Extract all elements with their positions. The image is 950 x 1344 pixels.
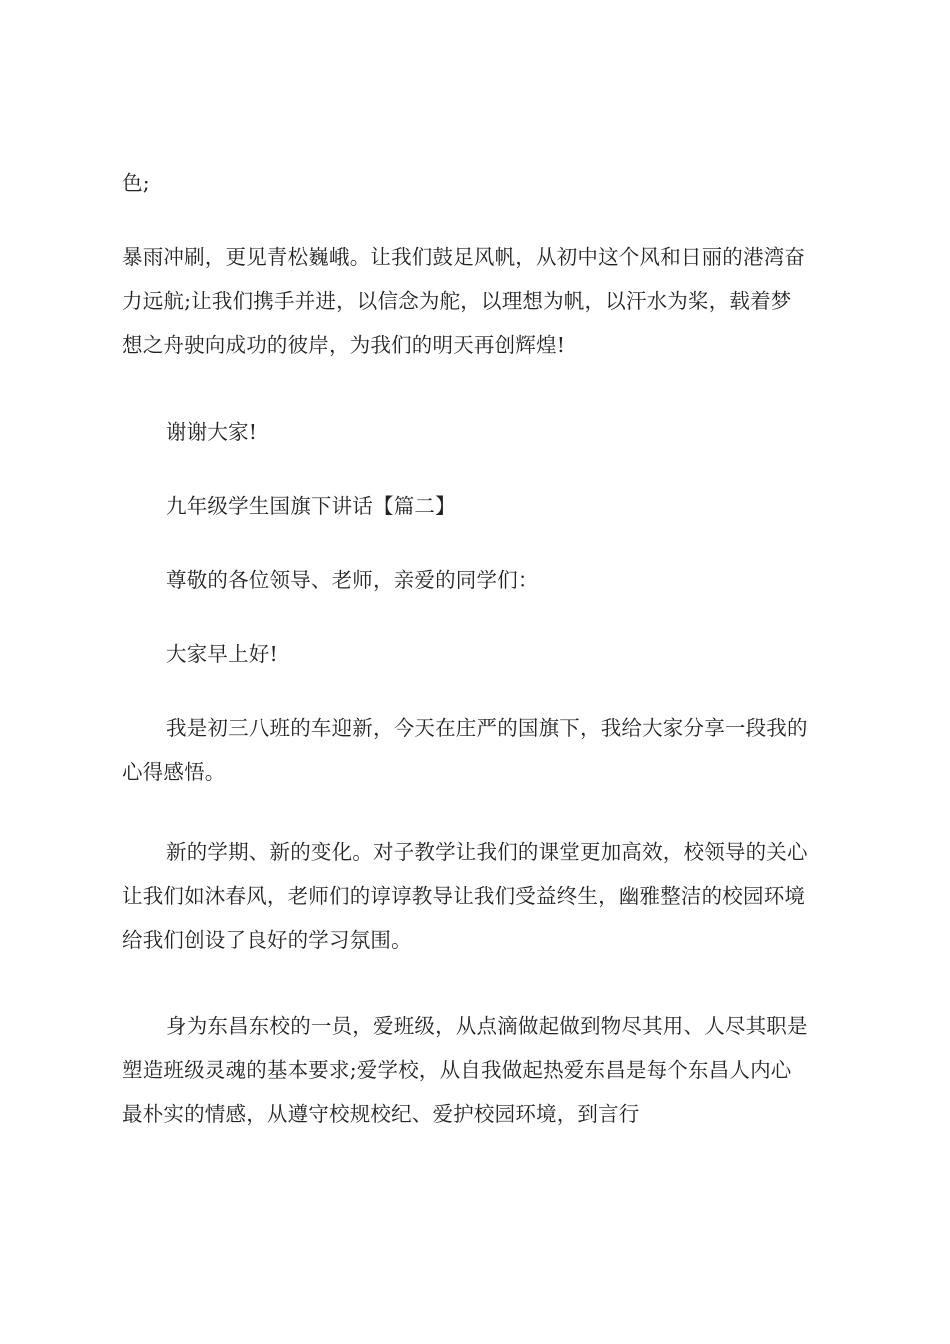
paragraph-greeting: 大家早上好! bbox=[166, 642, 278, 666]
paragraph-school-member: 身为东昌东校的一员，爱班级，从点滴做起做到物尽其用、人尽其职是塑造班级灵魂的基本要求;爱学校，从自我做起热爱东昌是每个东昌人内心最朴实的情感，从遵守校规校纪、爱护校园环境，到言行 bbox=[122, 1014, 808, 1126]
paragraph-sail-forward: 暴雨冲刷，更见青松巍峨。让我们鼓足风帆，从初中这个风和日丽的港湾奋力远航;让我们携手并进，以信念为舵，以理想为帆，以汗水为桨，载着梦想之舟驶向成功的彼岸，为我们的明天再创辉煌! bbox=[122, 245, 806, 357]
section-heading-part-two: 九年级学生国旗下讲话【篇二】 bbox=[166, 494, 456, 518]
paragraph-new-semester: 新的学期、新的变化。对子教学让我们的课堂更加高效，校领导的关心让我们如沐春风，老师们的谆谆教导让我们受益终生，幽雅整洁的校园环境给我们创设了良好的学习氛围。 bbox=[122, 840, 808, 952]
paragraph-salutation: 尊敬的各位领导、老师，亲爱的同学们： bbox=[166, 568, 539, 592]
paragraph-thanks: 谢谢大家! bbox=[166, 420, 258, 444]
paragraph-introduction: 我是初三八班的车迎新，今天在庄严的国旗下，我给大家分享一段我的心得感悟。 bbox=[122, 716, 808, 784]
paragraph-continuation-color: 色; bbox=[122, 171, 150, 195]
